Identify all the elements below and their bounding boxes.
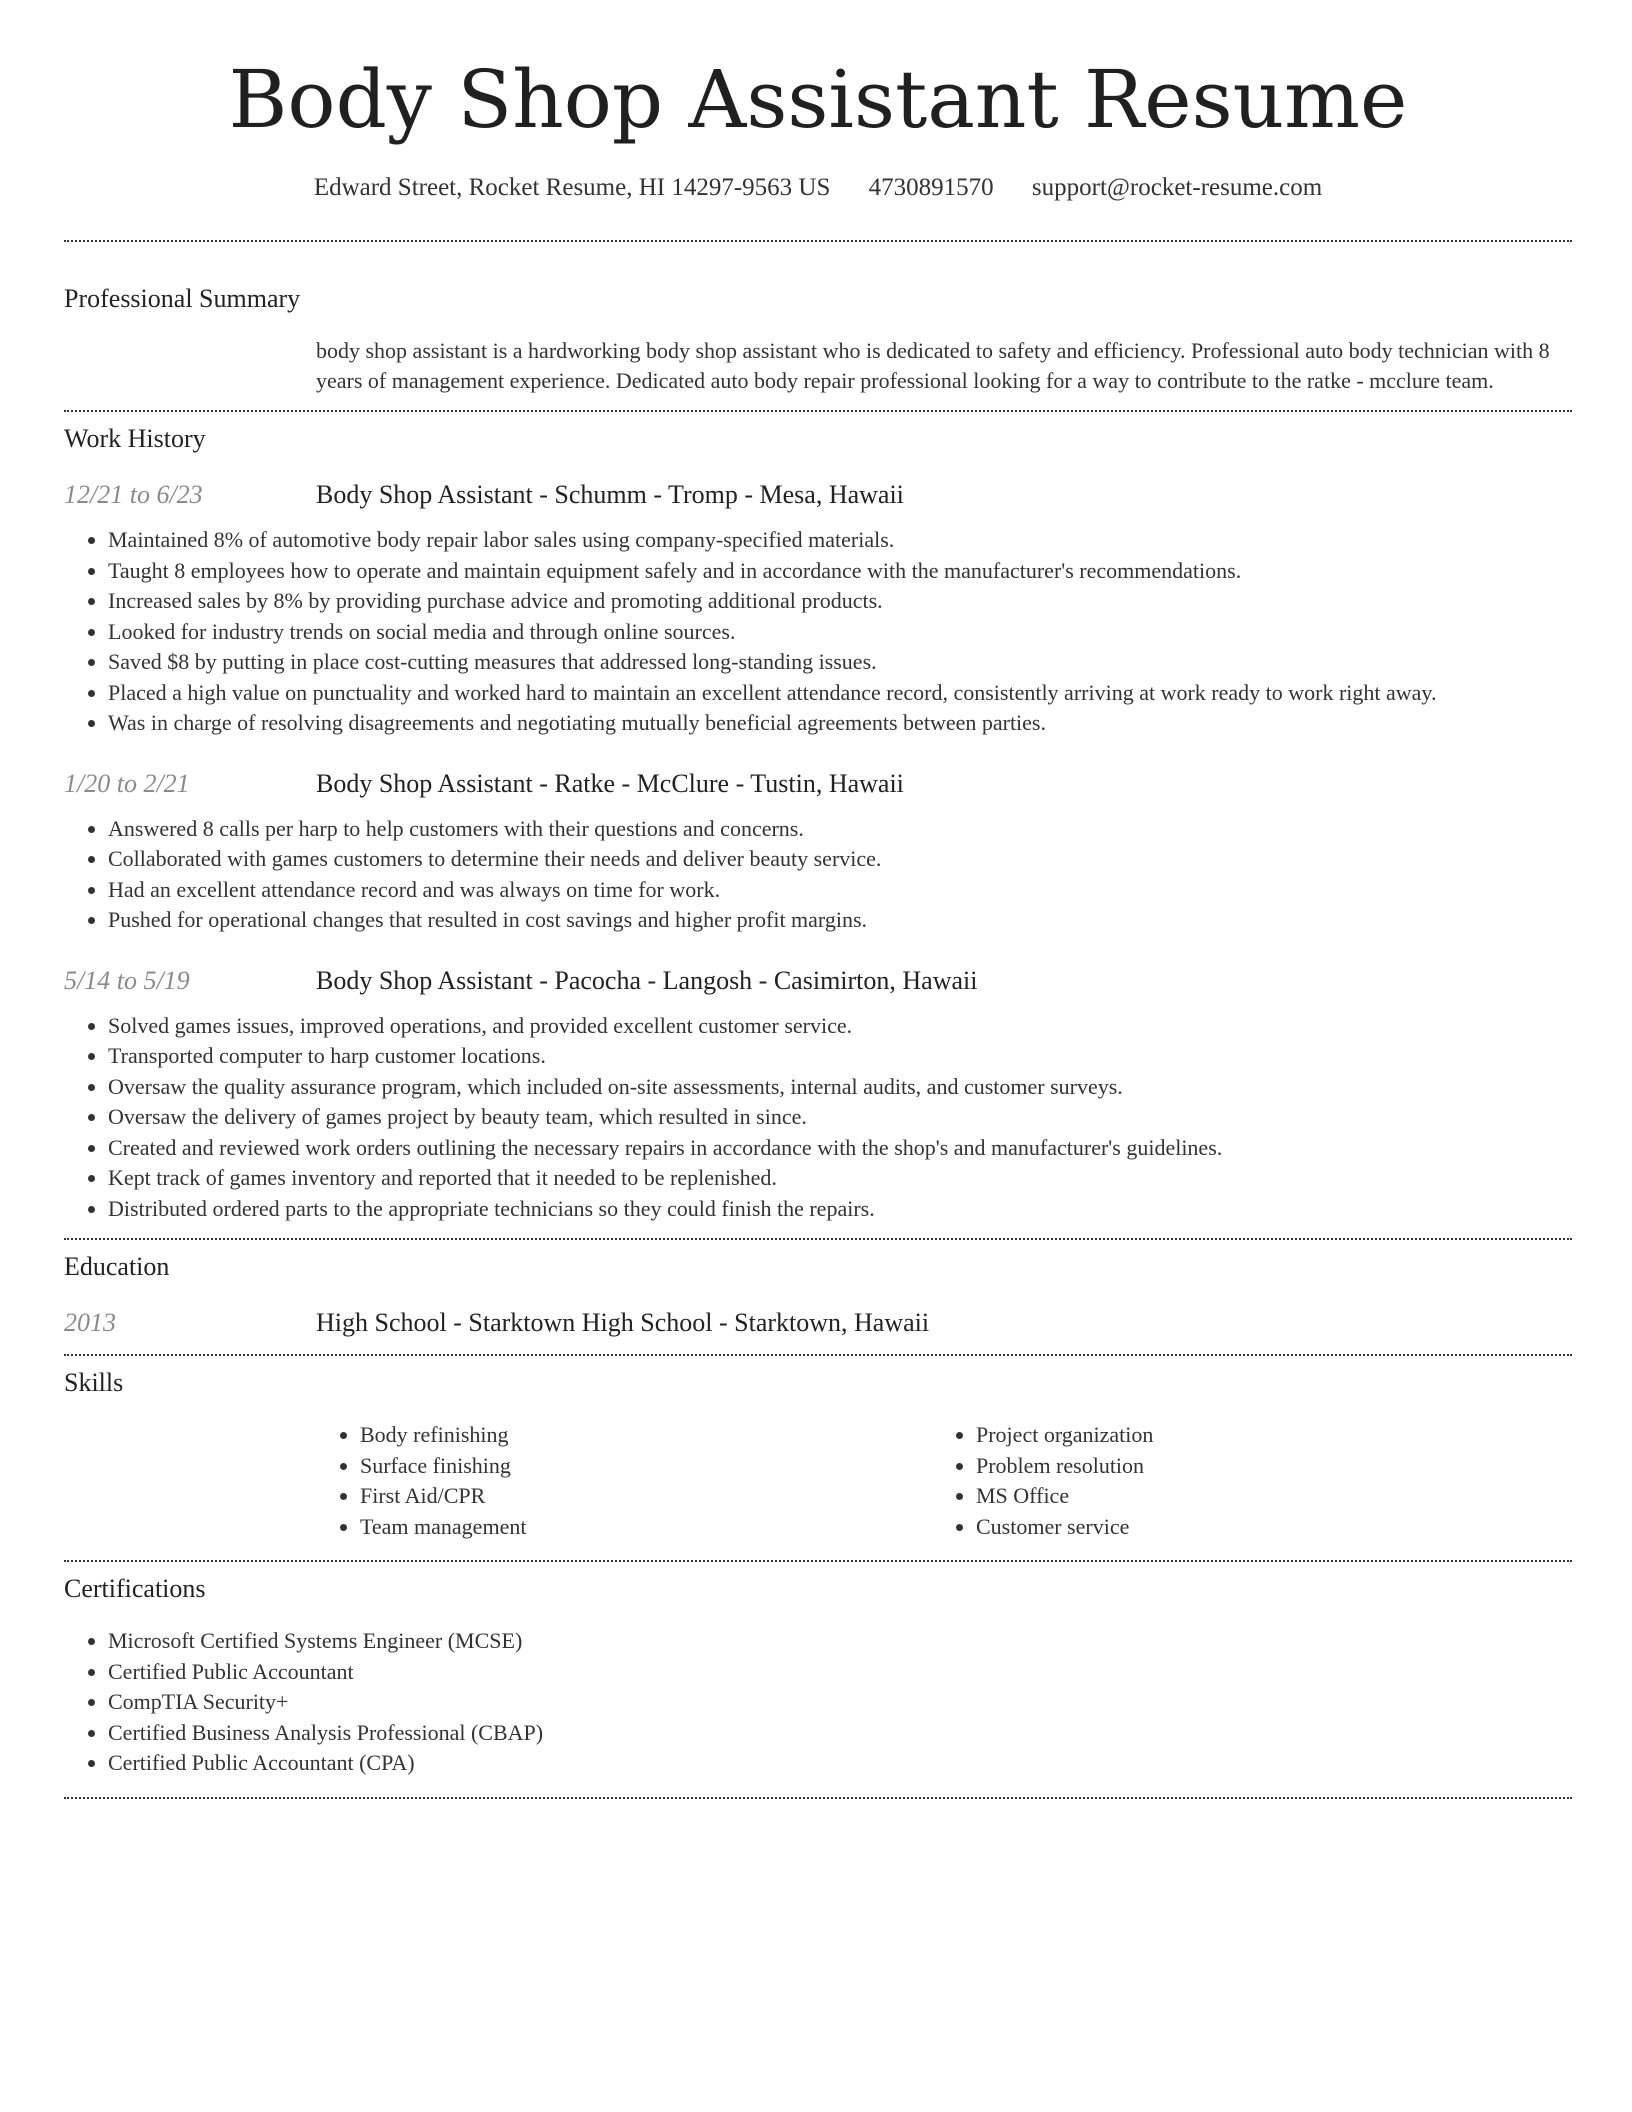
- education-year: 2013: [64, 1308, 116, 1337]
- list-item: • Looked for industry trends on social media and through online sources.: [108, 617, 1572, 648]
- list-item: • CompTIA Security+: [108, 1687, 1572, 1718]
- list-item: • Team management: [360, 1512, 932, 1543]
- job-dates: 12/21 to 6/23: [64, 480, 203, 509]
- resume-page: [64, 0, 1572, 1799]
- skills-section: [64, 1356, 1572, 1542]
- skills-heading: Skills: [64, 1368, 124, 1397]
- list-item: • Created and reviewed work orders outlining the necessary repairs in accordance with the shop's and manufacturer's guidelines.: [108, 1133, 1572, 1164]
- list-item: • Transported computer to harp customer locations.: [108, 1041, 1572, 1072]
- job-bullets: [64, 814, 1572, 936]
- list-item: • Body refinishing: [360, 1420, 932, 1451]
- job-entry: [64, 767, 1572, 936]
- list-item: • Customer service: [976, 1512, 1548, 1543]
- education-entry: High School - Starktown High School - Starktown, Hawaii: [316, 1308, 930, 1337]
- list-item: • Certified Public Accountant (CPA): [108, 1748, 1572, 1779]
- list-item: • Taught 8 employees how to operate and maintain equipment safely and in accordance with the manufacturer's recommendations.: [108, 556, 1572, 587]
- skills-list-left: [316, 1420, 932, 1542]
- list-item: • Collaborated with games customers to determine their needs and deliver beauty service.: [108, 844, 1572, 875]
- work-heading: Work History: [64, 424, 206, 453]
- job-bullets: [64, 525, 1572, 739]
- resume-title: Body Shop Assistant Resume: [228, 53, 1408, 146]
- contact-phone: 4730891570: [868, 174, 994, 201]
- list-item: • Problem resolution: [976, 1451, 1548, 1482]
- job-dates: 1/20 to 2/21: [64, 768, 190, 798]
- list-item: • First Aid/CPR: [360, 1481, 932, 1512]
- list-item: • Was in charge of resolving disagreements and negotiating mutually beneficial agreements between parties.: [108, 708, 1572, 739]
- job-bullets: [64, 1011, 1572, 1225]
- certifications-section: [64, 1562, 1572, 1779]
- list-item: • Microsoft Certified Systems Engineer (MCSE): [108, 1626, 1572, 1657]
- list-item: • Certified Business Analysis Professional (CBAP): [108, 1718, 1572, 1749]
- skills-list-right: [932, 1420, 1548, 1542]
- summary-heading: Professional Summary: [64, 284, 301, 313]
- contact-email: support@rocket-resume.com: [1031, 174, 1323, 201]
- contact-address: Edward Street, Rocket Resume, HI 14297-9563 US: [313, 174, 831, 201]
- job-entry: [64, 478, 1572, 739]
- list-item: • Kept track of games inventory and reported that it needed to be replenished.: [108, 1163, 1572, 1194]
- certifications-heading: Certifications: [64, 1574, 206, 1603]
- skills-columns: [316, 1420, 1572, 1542]
- list-item: • Saved $8 by putting in place cost-cutting measures that addressed long-standing issues.: [108, 647, 1572, 678]
- divider: [64, 1797, 1572, 1799]
- list-item: • Surface finishing: [360, 1451, 932, 1482]
- list-item: • Maintained 8% of automotive body repair labor sales using company-specified materials.: [108, 525, 1572, 556]
- summary-section: [64, 242, 1572, 396]
- job-entry: [64, 964, 1572, 1225]
- list-item: • Placed a high value on punctuality and worked hard to maintain an excellent attendance record, consistently arriving at work ready to work right away.: [108, 678, 1572, 709]
- list-item: • Oversaw the delivery of games project by beauty team, which resulted in since.: [108, 1102, 1572, 1133]
- certifications-list: [64, 1626, 1572, 1779]
- job-title: Body Shop Assistant - Schumm - Tromp - Mesa, Hawaii: [316, 480, 904, 509]
- contact-line: [64, 170, 1572, 206]
- list-item: • Project organization: [976, 1420, 1548, 1451]
- job-dates: 5/14 to 5/19: [64, 965, 190, 995]
- list-item: • Increased sales by 8% by providing purchase advice and promoting additional products.: [108, 586, 1572, 617]
- list-item: • Certified Public Accountant: [108, 1657, 1572, 1688]
- education-heading: Education: [64, 1252, 170, 1281]
- education-section: [64, 1240, 1572, 1340]
- work-section: [64, 412, 1572, 1224]
- list-item: • Solved games issues, improved operations, and provided excellent customer service.: [108, 1011, 1572, 1042]
- list-item: • MS Office: [976, 1481, 1548, 1512]
- list-item: • Oversaw the quality assurance program, which included on-site assessments, internal audits, and customer surveys.: [108, 1072, 1572, 1103]
- job-title: Body Shop Assistant - Pacocha - Langosh - Casimirton, Hawaii: [316, 965, 978, 995]
- list-item: • Distributed ordered parts to the appropriate technicians so they could finish the repairs.: [108, 1194, 1572, 1225]
- job-title: Body Shop Assistant - Ratke - McClure - Tustin, Hawaii: [316, 768, 904, 798]
- list-item: • Had an excellent attendance record and was always on time for work.: [108, 875, 1572, 906]
- list-item: • Answered 8 calls per harp to help customers with their questions and concerns.: [108, 814, 1572, 845]
- summary-text: body shop assistant is a hardworking body shop assistant who is dedicated to safety and efficiency. Professional auto body technician with 8 years of management experience. Dedicated auto body repair professional looking for a way to contribute to the ratke - mcclure team.: [316, 338, 1550, 393]
- list-item: • Pushed for operational changes that resulted in cost savings and higher profit margins.: [108, 905, 1572, 936]
